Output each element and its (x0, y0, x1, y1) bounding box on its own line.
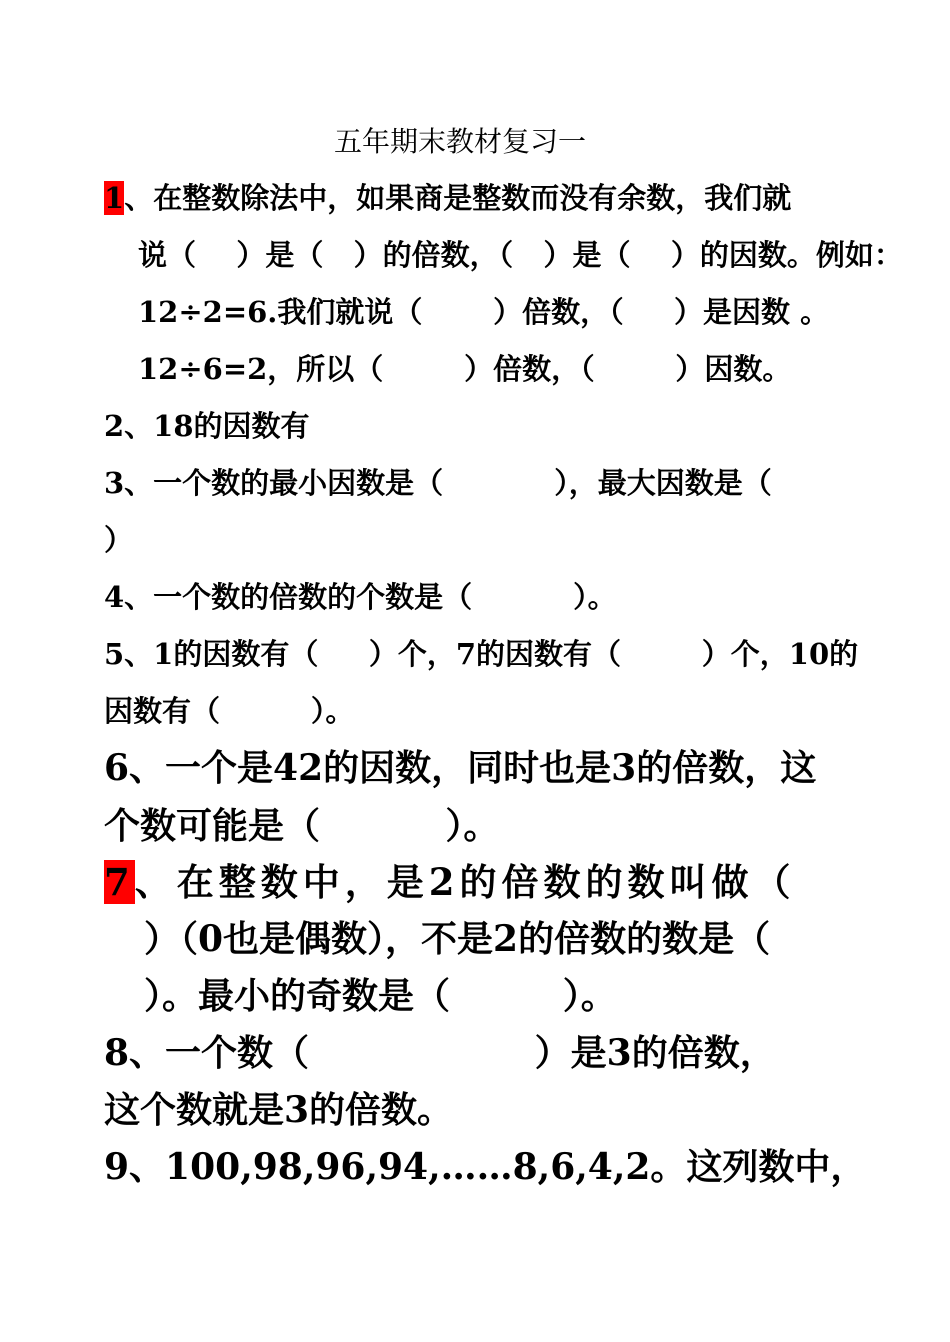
question-9: 9、100,98,96,94,……8,6,4,2。这列数中， (104, 1146, 867, 1188)
question-1-number: 1 (104, 181, 125, 215)
question-2: 2、18的因数有 (104, 409, 310, 443)
question-1-text: 、在整数除法中，如果商是整数而没有余数，我们就 (124, 181, 792, 215)
question-8-line-1: 8、一个数（ ）是3的倍数， (104, 1032, 776, 1074)
question-5-line-2: 因数有（ ）。 (104, 694, 355, 728)
question-1-line-3: 12÷2=6.我们就说（ ）倍数，（ ）是因数 。 (138, 295, 830, 329)
question-1-line-2: 说（ ）是（ ）的倍数，（ ）是（ ）的因数。例如： (138, 238, 903, 272)
question-3-line-1: 3、一个数的最小因数是（ ），最大因数是（ (104, 466, 772, 500)
question-7-line-1 (104, 860, 796, 904)
question-7-text: 、在整数中，是2的倍数的数叫做（ (134, 860, 796, 904)
page-title: 五年期末教材复习一 (334, 125, 587, 158)
question-8-line-2: 这个数就是3的倍数。 (104, 1089, 454, 1131)
question-7-number: 7 (104, 860, 135, 904)
question-1-line-1 (104, 181, 792, 215)
question-3-line-2: ） (104, 523, 134, 557)
question-6-line-2: 个数可能是（ ）。 (104, 805, 500, 847)
question-6-line-1: 6、一个是42的因数，同时也是3的倍数，这 (104, 747, 817, 789)
question-4: 4、一个数的倍数的个数是（ ）。 (104, 580, 617, 614)
question-7-line-2: ）（0也是偶数），不是2的倍数的数是（ (144, 918, 771, 960)
question-5-line-1: 5、1的因数有（ ）个，7的因数有（ ）个，10的 (104, 637, 859, 671)
question-1-line-4: 12÷6=2，所以（ ）倍数，（ ）因数。 (138, 352, 792, 386)
question-7-line-3: ）。最小的奇数是（ ）。 (144, 975, 617, 1017)
